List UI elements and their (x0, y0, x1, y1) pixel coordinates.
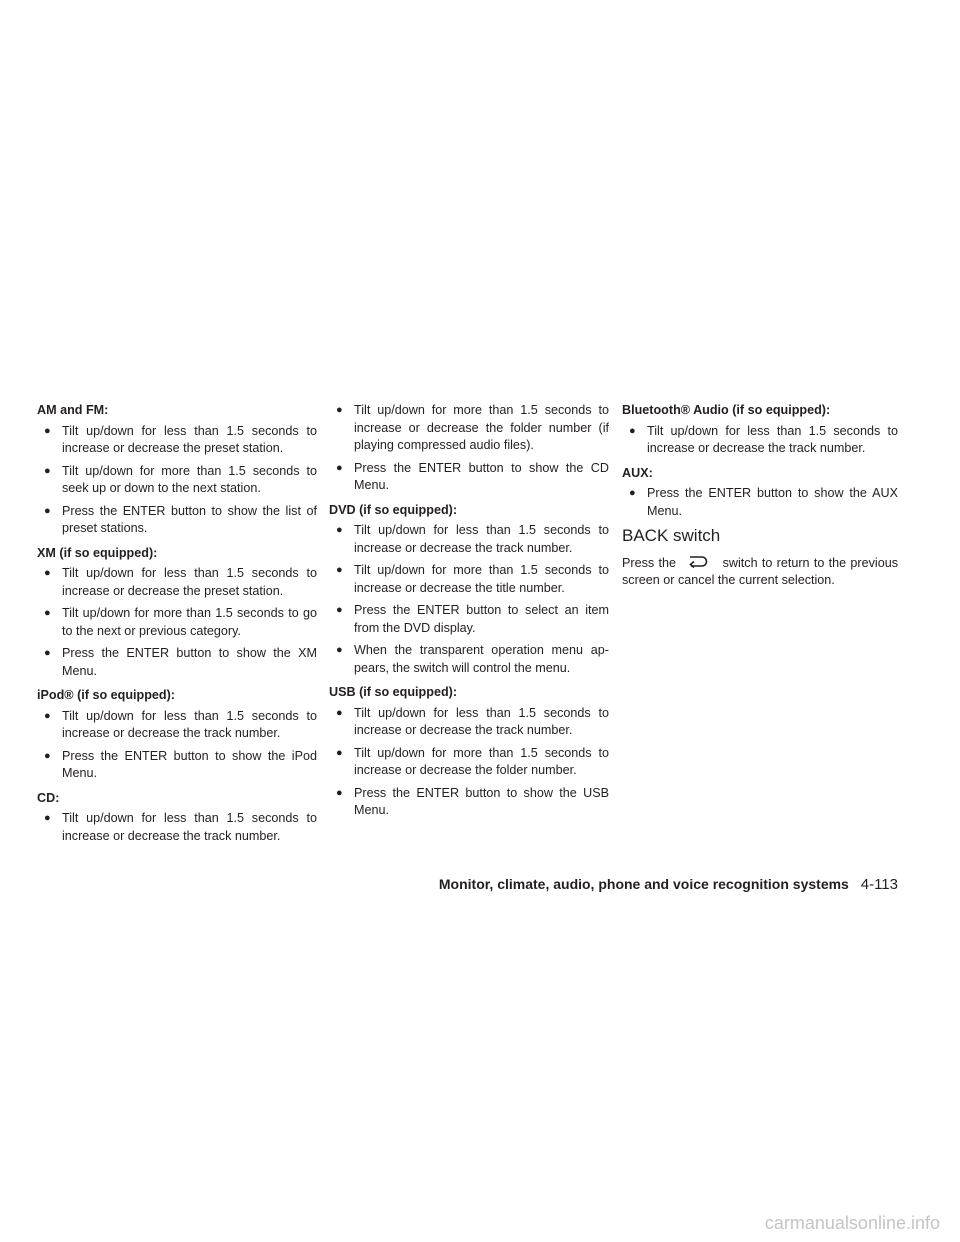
list-item: ● When the transparent operation menu ap-pears, the switch will control the menu. (329, 642, 609, 677)
page-number: 4-113 (860, 876, 898, 893)
list-item: ● Tilt up/down for less than 1.5 seconds to increase or decrease the track number. (329, 522, 609, 557)
list-item: ● Tilt up/down for less than 1.5 seconds to increase or decrease the track number. (329, 705, 609, 740)
section-cd (37, 790, 317, 846)
page-footer (439, 876, 898, 893)
back-text-before: Press the (622, 555, 676, 570)
list-item: ● Press the ENTER button to select an item from the DVD display. (329, 602, 609, 637)
back-switch-paragraph (622, 555, 898, 590)
list-item: ● Tilt up/down for less than 1.5 seconds to increase or decrease the preset station. (37, 565, 317, 600)
column-2 (329, 402, 609, 827)
column-3 (622, 402, 898, 590)
list-item: ● Press the ENTER button to show the list of preset stations. (37, 503, 317, 538)
bullet-list (37, 810, 317, 845)
list-item: ● Press the ENTER button to show the CD Menu. (329, 460, 609, 495)
section-heading: USB (if so equipped): (329, 685, 458, 699)
bullet-list (622, 423, 898, 458)
list-item: ● Press the ENTER button to show the XM Menu. (37, 645, 317, 680)
back-arrow-icon (680, 555, 718, 568)
section-xm (37, 545, 317, 681)
list-item: ● Tilt up/down for more than 1.5 seconds to increase or decrease the folder number. (329, 745, 609, 780)
list-item: ● Tilt up/down for more than 1.5 seconds to increase or decrease the title number. (329, 562, 609, 597)
list-item: ● Press the ENTER button to show the AUX Menu. (622, 485, 898, 520)
section-usb (329, 684, 609, 820)
bullet-list (622, 485, 898, 520)
section-heading: iPod® (if so equipped): (37, 688, 176, 702)
list-item: ● Press the ENTER button to show the USB Menu. (329, 785, 609, 820)
section-aux (622, 465, 898, 521)
list-item: ● Tilt up/down for less than 1.5 seconds to increase or decrease the track number. (622, 423, 898, 458)
list-item: ● Tilt up/down for more than 1.5 seconds to seek up or down to the next station. (37, 463, 317, 498)
bullet-list (329, 522, 609, 677)
section-heading: Bluetooth® Audio (if so equipped): (622, 403, 831, 417)
section-am-fm (37, 402, 317, 538)
section-heading: CD: (37, 790, 60, 805)
section-dvd (329, 502, 609, 678)
back-text-after: switch to return to the previous screen or cancel the current selection. (622, 555, 899, 587)
footer-title: Monitor, climate, audio, phone and voice recognition systems (438, 876, 849, 892)
section-bluetooth-audio (622, 402, 898, 458)
watermark: carmanualsonline.info (764, 1213, 940, 1233)
bullet-list (37, 708, 317, 783)
back-switch-title: BACK switch (622, 526, 721, 545)
list-item: ● Press the ENTER button to show the iPod Menu. (37, 748, 317, 783)
list-item: ● Tilt up/down for less than 1.5 seconds to increase or decrease the track number. (37, 708, 317, 743)
list-item: ● Tilt up/down for more than 1.5 seconds to go to the next or previous category. (37, 605, 317, 640)
bullet-list (37, 423, 317, 538)
section-heading: XM (if so equipped): (37, 545, 158, 560)
section-cd-continued (329, 402, 609, 495)
section-heading: AM and FM: (37, 403, 109, 417)
list-item: ● Tilt up/down for more than 1.5 seconds to increase or decrease the folder number (if playing compressed audio files). (329, 402, 609, 455)
bullet-list (329, 705, 609, 820)
section-heading: DVD (if so equipped): (329, 502, 458, 517)
section-heading: AUX: (622, 465, 653, 480)
bullet-list (37, 565, 317, 680)
list-item: ● Tilt up/down for less than 1.5 seconds to increase or decrease the track number. (37, 810, 317, 845)
bullet-list (329, 402, 609, 495)
list-item: ● Tilt up/down for less than 1.5 seconds to increase or decrease the preset station. (37, 423, 317, 458)
column-1 (37, 402, 317, 852)
section-ipod (37, 687, 317, 783)
